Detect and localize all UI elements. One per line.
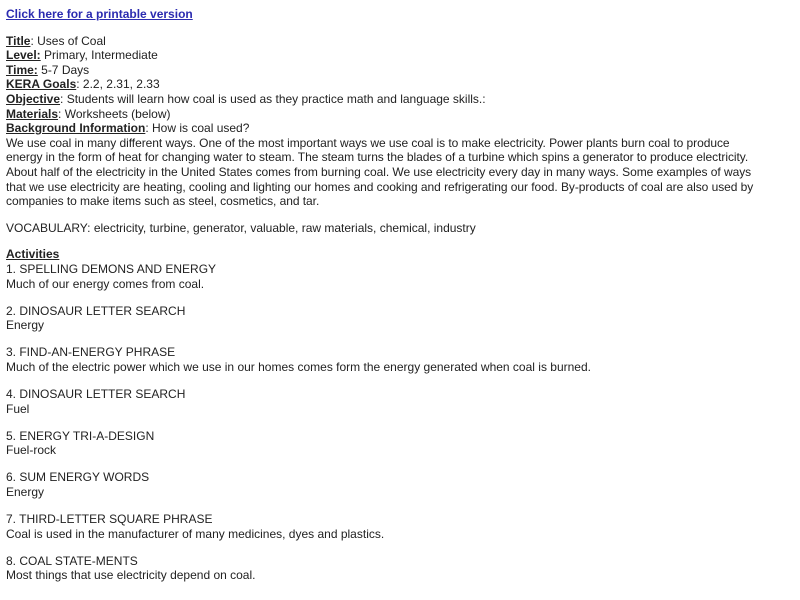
meta-separator: : — [60, 91, 67, 106]
meta-separator: : — [30, 33, 38, 48]
meta-value: 2.2, 2.31, 2.33 — [82, 77, 160, 92]
activity-title: 2. DINOSAUR LETTER SEARCH — [6, 303, 186, 318]
background-line: companies to make items such as steel, cosmetics, and tar. — [6, 194, 320, 209]
activity-title: 1. SPELLING DEMONS AND ENERGY — [6, 261, 217, 276]
vocabulary-list: VOCABULARY: electricity, turbine, generator, valuable, raw materials, chemical, industry — [6, 220, 476, 235]
meta-label: Background Information — [6, 121, 146, 136]
meta-value: Uses of Coal — [37, 33, 106, 48]
activity-title: 5. ENERGY TRI-A-DESIGN — [6, 428, 155, 443]
activity-title: 6. SUM ENERGY WORDS — [6, 470, 150, 485]
activity-description: Energy — [6, 318, 45, 333]
meta-value: 5-7 Days — [41, 62, 90, 77]
activity-description: Much of our energy comes from coal. — [6, 276, 205, 291]
activity-description: Fuel-rock — [6, 443, 57, 458]
activity-item — [6, 429, 794, 458]
background-paragraph — [6, 136, 794, 209]
meta-separator: : — [76, 77, 83, 92]
background-line: energy in the form of heat for changing water to steam. The steam turns the blades of a turbine which spins a generator to produce electricity. — [6, 150, 749, 165]
meta-separator: : — [145, 121, 153, 136]
activity-item — [6, 262, 794, 291]
activity-title: 8. COAL STATE-MENTS — [6, 553, 138, 568]
meta-separator: : — [58, 106, 65, 121]
meta-label: Title — [6, 33, 31, 48]
activities-heading: Activities — [6, 247, 60, 262]
background-line: We use coal in many different ways. One of the most important ways we use coal is to make electricity. Power plants burn coal to produce — [6, 135, 730, 150]
meta-time — [6, 63, 794, 78]
meta-label: Time: — [6, 62, 38, 77]
activities-list — [6, 262, 794, 583]
activity-title: 3. FIND-AN-ENERGY PHRASE — [6, 345, 176, 360]
background-line: that we use electricity are heating, cooling and lighting our homes and cooking and refrigerating our food. By-products of coal are also used by — [6, 179, 754, 194]
meta-value: Worksheets (below) — [64, 106, 171, 121]
activity-title: 4. DINOSAUR LETTER SEARCH — [6, 386, 186, 401]
meta-value: Primary, Intermediate — [44, 48, 158, 63]
activity-item — [6, 387, 794, 416]
printable-version-link[interactable]: Click here for a printable version — [6, 7, 193, 21]
background-line: About half of the electricity in the United States comes from burning coal. We use electricity every day in many ways. Some examples of ways — [6, 164, 752, 179]
meta-value: How is coal used? — [152, 121, 250, 136]
meta-title — [6, 34, 794, 49]
meta-label: Level: — [6, 48, 41, 63]
activity-item — [6, 554, 794, 583]
activity-item — [6, 470, 794, 499]
meta-kera-goals — [6, 77, 794, 92]
activity-description: Fuel — [6, 401, 30, 416]
activity-item — [6, 345, 794, 374]
lesson-metadata — [6, 34, 794, 136]
activity-title: 7. THIRD-LETTER SQUARE PHRASE — [6, 512, 213, 527]
meta-value: Students will learn how coal is used as they practice math and language skills.: — [66, 91, 486, 106]
activity-description: Most things that use electricity depend on coal. — [6, 568, 256, 583]
meta-materials — [6, 107, 794, 122]
activity-item — [6, 512, 794, 541]
meta-objective — [6, 92, 794, 107]
meta-label: Objective — [6, 91, 61, 106]
meta-label: Materials — [6, 106, 59, 121]
activity-item — [6, 304, 794, 333]
activity-description: Coal is used in the manufacturer of many medicines, dyes and plastics. — [6, 526, 385, 541]
activity-description: Much of the electric power which we use in our homes comes form the energy generated when coal is burned. — [6, 359, 591, 374]
meta-background-information — [6, 121, 794, 136]
meta-label: KERA Goals — [6, 77, 77, 92]
meta-level — [6, 48, 794, 63]
activity-description: Energy — [6, 484, 45, 499]
